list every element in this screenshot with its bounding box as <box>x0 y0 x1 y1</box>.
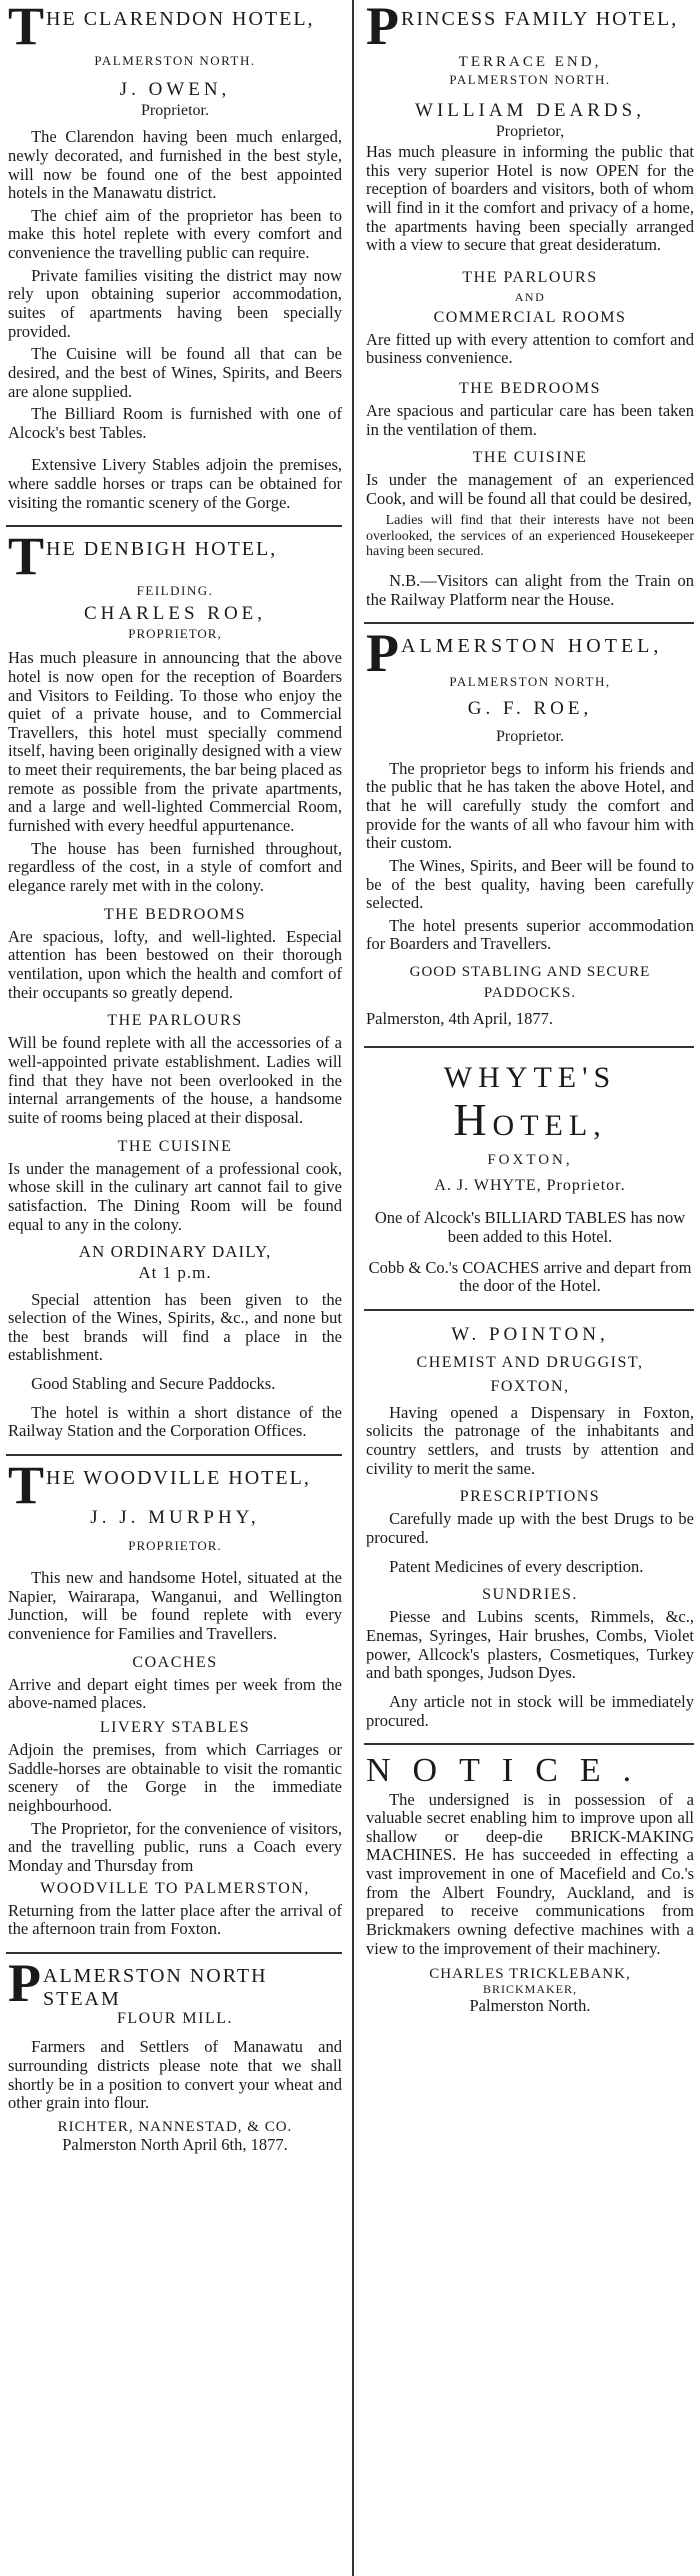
ad-divider <box>6 525 342 527</box>
ad-date: Palmerston, 4th April, 1877. <box>366 1008 553 1028</box>
ad-paragraph: The Billiard Room is furnished with one of Alcock's best Tables. <box>8 404 342 442</box>
ad-paragraph: The undersigned is in possession of a valuable secret enabling him to improve upon all shallow or deep-die BRICK-MAKING MACHINES. He has succeeded in effecting a vast improvement in one of Macefield and Co.'s from the Albert Foundry, Auckland, and is prepared to receive communications from Brickmakers owning defective machines with a view to the improvement of their machinery. <box>366 1789 694 1958</box>
princess-header <box>366 0 694 56</box>
proprietor-name: J. OWEN, <box>119 78 231 100</box>
ad-paragraph: Is under the management of a professional cook, whose skill in the culinary art cannot fail to give satisfaction. The Dining Room will be found equal to any in the colony. <box>8 1158 342 1234</box>
drop-cap: T <box>8 1455 45 1516</box>
ad-paragraph: Any article not in stock will be immediately procured. <box>366 1691 694 1730</box>
section-heading: COMMERCIAL ROOMS <box>433 308 627 326</box>
proprietor-role: Proprietor. <box>141 102 209 120</box>
clarendon-header <box>8 0 342 56</box>
drop-cap: P <box>8 1953 41 2014</box>
proprietor-role: Proprietor. <box>496 727 564 745</box>
ad-paragraph: Arrive and depart eight times per week from the above-named places. <box>8 1674 342 1713</box>
ad-paragraph: The Proprietor, for the convenience of visitors, and the travelling public, runs a Coach every Monday and Thursday from <box>8 1818 342 1876</box>
ad-divider <box>6 1454 342 1456</box>
ad-divider <box>6 1952 342 1954</box>
mill-header <box>8 1953 342 2014</box>
stabling-line: PADDOCKS. <box>483 985 577 1002</box>
ad-divider <box>364 1309 694 1311</box>
proprietor-name: J. J. MURPHY, <box>90 1507 260 1529</box>
ad-paragraph: Is under the management of an experienced Cook, and will be found all that could be desired, <box>366 470 694 509</box>
proprietor-role: Proprietor, <box>495 123 565 141</box>
ad-title: W. POINTON, <box>451 1324 609 1346</box>
princess-hotel-ad <box>358 0 700 619</box>
ad-subtitle: CHEMIST AND DRUGGIST, <box>416 1353 644 1371</box>
ad-title: RINCESS FAMILY HOTEL, <box>401 8 679 30</box>
section-heading: THE BEDROOMS <box>458 380 601 397</box>
section-heading: LIVERY STABLES <box>99 1719 251 1737</box>
denbigh-hotel-ad <box>0 526 348 1451</box>
ad-location: FEILDING. <box>136 583 214 599</box>
ad-title: HE CLARENDON HOTEL, <box>46 8 315 30</box>
ad-paragraph: Returning from the latter place after the arrival of the afternoon train from Foxton. <box>8 1900 342 1939</box>
ad-location: FOXTON, <box>490 1377 570 1395</box>
mill-date: Palmerston North April 6th, 1877. <box>62 2134 288 2154</box>
section-heading: COACHES <box>132 1653 218 1671</box>
ad-paragraph: Extensive Livery Stables adjoin the premises, where saddle horses or traps can be obtained for visiting the romantic scenery of the Gorge. <box>8 455 342 512</box>
proprietor-name: G. F. ROE, <box>467 698 593 720</box>
ad-paragraph: The hotel presents superior accommodation for Boarders and Travellers. <box>366 915 694 954</box>
ad-paragraph: Farmers and Settlers of Manawatu and surrounding districts please note that we shall shortly be in a position to convert your wheat and other grain into flour. <box>8 2037 342 2113</box>
section-heading: THE BEDROOMS <box>103 905 246 923</box>
ad-paragraph: Ladies will find that their interests have not been overlooked, the services of an experienced Housekeeper having been secured. <box>366 512 694 560</box>
ad-paragraph: The Clarendon having been much enlarged, newly decorated, and furnished in the best style, will now be found one of the best appointed hotels in the Manawatu district. <box>8 127 342 203</box>
ad-location: FOXTON, <box>487 1152 573 1169</box>
column-divider <box>352 0 354 2576</box>
signature: CHARLES TRICKLEBANK, <box>429 1966 631 1983</box>
title-drop-letter: H <box>453 1094 493 1146</box>
proprietor-name: WILLIAM DEARDS, <box>415 99 645 121</box>
proprietor-name: A. J. WHYTE, Proprietor. <box>434 1177 626 1195</box>
ad-paragraph: Are fitted up with every attention to comfort and business convenience. <box>366 329 694 368</box>
ad-location: PALMERSTON NORTH, <box>449 674 611 690</box>
ad-paragraph: Are spacious and particular care has been taken in the ventilation of them. <box>366 401 694 439</box>
right-column <box>358 0 700 2576</box>
ad-paragraph: Private families visiting the district may now rely upon obtaining superior accommodation, suites of apartments having been specially provided. <box>8 265 342 341</box>
ad-paragraph: Piesse and Lubins scents, Rimmels, &c., Enemas, Syringes, Hair brushes, Combs, Violet power, Allcock's plasters, Cosmetiques, Turkey and bath sponges, Judson Dyes. <box>366 1607 694 1683</box>
ad-paragraph: The chief aim of the proprietor has been to make this hotel replete with every comfort and convenience the travelling public can require. <box>8 205 342 263</box>
title-part: WHYTE'S <box>443 1060 617 1094</box>
notice-ad <box>358 1748 700 2021</box>
signature-role: BRICKMAKER, <box>482 1982 577 1997</box>
pointon-chemist-ad <box>358 1314 700 1740</box>
ad-divider <box>364 1743 694 1745</box>
whyte-hotel-ad <box>358 1051 700 1306</box>
ad-paragraph: This new and handsome Hotel, situated at the Napier, Wairarapa, Wanganui, and Wellington Junction, will be found replete with every convenience for Families and Travellers. <box>8 1568 342 1644</box>
drop-cap: P <box>366 623 399 684</box>
section-heading: SUNDRIES. <box>482 1586 578 1604</box>
ad-paragraph: Good Stabling and Secure Paddocks. <box>31 1374 276 1394</box>
ad-paragraph: Having opened a Dispensary in Foxton, solicits the patronage of the inhabitants and country settlers, and trusts by attention and civility to merit the same. <box>366 1402 694 1478</box>
stabling-line: GOOD STABLING AND SECURE <box>409 964 651 981</box>
ad-paragraph: N.B.—Visitors can alight from the Train on the Railway Platform near the House. <box>366 571 694 609</box>
flour-mill-ad <box>0 1953 348 2160</box>
ad-paragraph: Special attention has been given to the selection of the Wines, Spirits, &c., and none but the best brands will find a place in the establishment. <box>8 1289 342 1365</box>
section-heading: THE PARLOURS <box>107 1012 243 1030</box>
ordinary-time: At 1 p.m. <box>138 1263 212 1283</box>
ad-location: PALMERSTON NORTH. <box>94 53 256 68</box>
clarendon-hotel-ad <box>0 0 348 522</box>
ad-title: NOTICE. <box>366 1752 654 1790</box>
ad-paragraph: Adjoin the premises, from which Carriages or Saddle-horses are obtainable to visit the romantic scenery of the Gorge in the immediate neighbourhood. <box>8 1740 342 1816</box>
ad-title: HE WOODVILLE HOTEL, <box>46 1467 311 1490</box>
ad-paragraph: The Wines, Spirits, and Beer will be found to be of the best quality, having been carefully selected. <box>366 855 694 913</box>
section-heading: THE PARLOURS <box>462 269 598 287</box>
title-part: OTEL, <box>492 1109 607 1143</box>
ad-paragraph: Are spacious, lofty, and well-lighted. Especial attention has been bestowed on their thorough ventilation, upon which the health and comfort of their occupants so greatly depend. <box>8 926 342 1002</box>
palmerston-hotel-ad <box>358 623 700 1042</box>
proprietor-role: PROPRIETOR. <box>128 1537 222 1553</box>
drop-cap: P <box>366 0 399 56</box>
woodville-header <box>8 1455 342 1516</box>
ad-title: HE DENBIGH HOTEL, <box>46 538 278 561</box>
signature-location: Palmerston North. <box>469 1995 591 2015</box>
ad-paragraph: Has much pleasure in announcing that the above hotel is now open for the reception of Boarders and Visitors to Feilding. To those who enjoy the quiet of a private house, and to Commercial Travellers, this hotel must specially commend itself, having been originally designed with a view to meet their requirements, the bar being placed as remote as possible from the private apartments, and a large and well-lighted Commercial Room, furnished with every heedful appurtenance. <box>8 648 342 836</box>
section-heading: THE CUISINE <box>117 1137 233 1155</box>
ad-title-line-2: FLOUR MILL. <box>116 2010 234 2028</box>
ad-paragraph: Has much pleasure in informing the public that this very superior Hotel is now OPEN for the reception of boarders and visitors, both of whom will find in it the comfort and privacy of a home, the apartments having been specially arranged with a view to secure that great desideratum. <box>366 142 694 255</box>
ad-location: TERRACE END, <box>458 54 602 70</box>
left-column <box>0 0 348 2576</box>
signature: RICHTER, NANNESTAD, & CO. <box>57 2118 293 2135</box>
drop-cap: T <box>8 0 45 56</box>
ad-paragraph: The house has been furnished throughout, regardless of the cost, in a style of comfort and elegance rarely met with in the colony. <box>8 838 342 895</box>
section-heading: PRESCRIPTIONS <box>459 1488 601 1506</box>
route-heading: WOODVILLE TO PALMERSTON, <box>40 1879 310 1897</box>
woodville-hotel-ad <box>0 1455 348 1949</box>
ad-location: PALMERSTON NORTH. <box>449 71 611 87</box>
ad-title: ALMERSTON NORTH STEAM <box>43 1965 268 2010</box>
proprietor-role: PROPRIETOR, <box>128 625 222 641</box>
ad-paragraph: One of Alcock's BILLIARD TABLES has now been added to this Hotel. <box>374 1208 686 1247</box>
ad-divider <box>364 622 694 624</box>
ad-title: ALMERSTON HOTEL, <box>401 635 663 658</box>
proprietor-name: CHARLES ROE, <box>83 603 267 625</box>
section-and: AND <box>514 290 546 305</box>
ad-paragraph: The proprietor begs to inform his friends and the public that he has taken the above Hotel, and that he will carefully study the comfort and provide for the wants of all who favour him with their custom. <box>366 758 694 853</box>
ad-paragraph: Patent Medicines of every description. <box>389 1556 644 1576</box>
ad-paragraph: The hotel is within a short distance of the Railway Station and the Corporation Offices. <box>8 1402 342 1441</box>
ad-paragraph: Will be found replete with all the accessories of a well-appointed private establishment. Ladies will find that they have not been overlooked in the internal arrangements of the house, a handsome suite of rooms being placed at their disposal. <box>8 1033 342 1127</box>
ad-divider <box>364 1046 694 1048</box>
section-heading: THE CUISINE <box>472 449 588 467</box>
ad-paragraph: Cobb & Co.'s COACHES arrive and depart from the door of the Hotel. <box>368 1257 692 1296</box>
ad-paragraph: Carefully made up with the best Drugs to be procured. <box>366 1509 694 1547</box>
denbigh-header <box>8 526 342 587</box>
drop-cap: T <box>8 526 45 587</box>
ad-paragraph: The Cuisine will be found all that can be desired, and the best of Wines, Spirits, and Beers are alone supplied. <box>8 344 342 401</box>
ordinary-daily: AN ORDINARY DAILY, <box>78 1242 272 1262</box>
ad-title <box>366 1061 694 1147</box>
